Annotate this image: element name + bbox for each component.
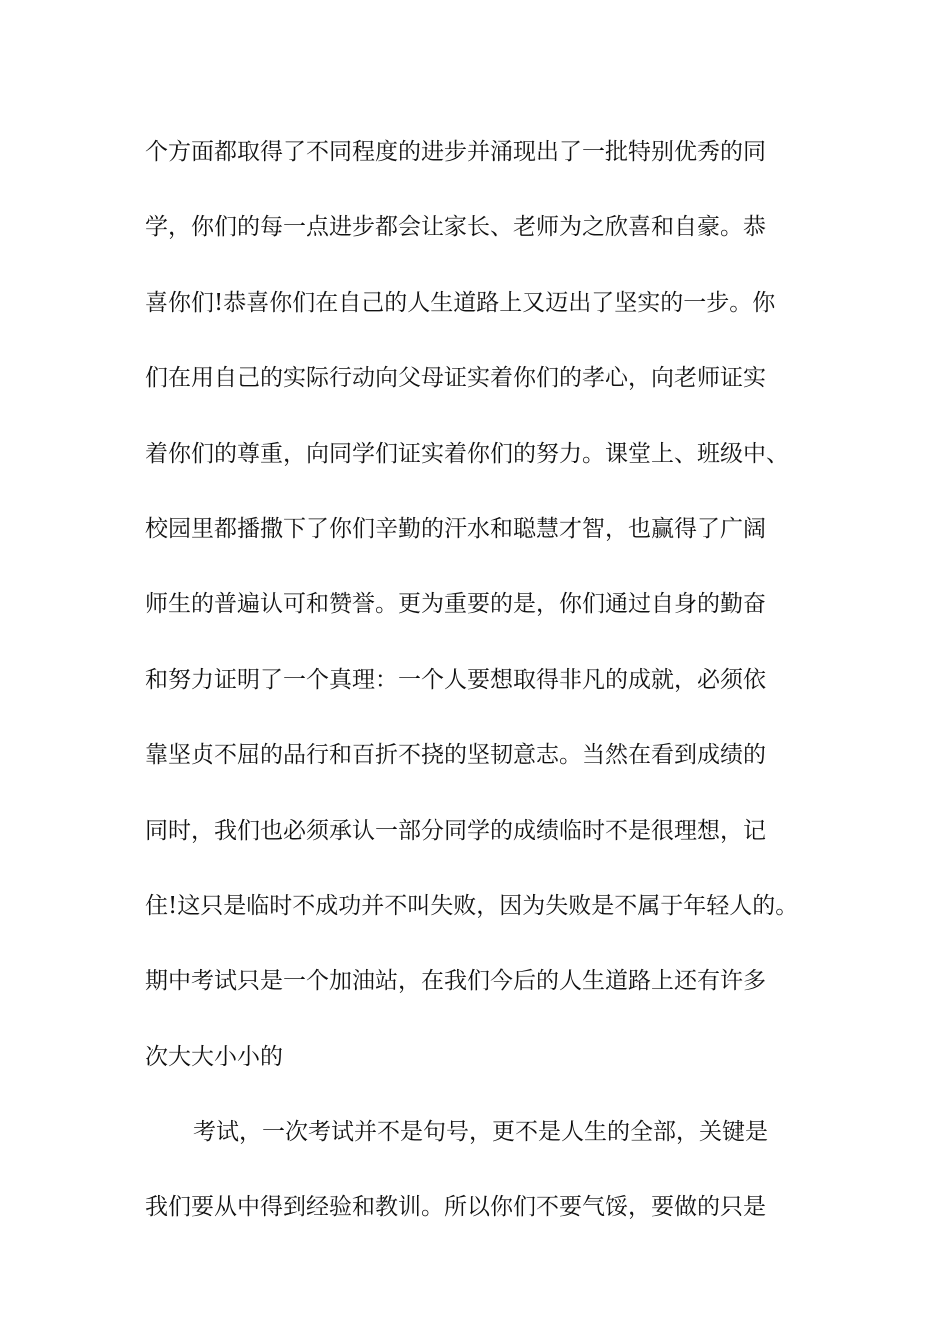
text-line: 期中考试只是一个加油站，在我们今后的人生道路上还有许多	[145, 968, 766, 995]
text-line: 喜你们!恭喜你们在自己的人生道路上又迈出了坚实的一步。你	[145, 289, 776, 316]
text-line: 学，你们的每一点进步都会让家长、老师为之欣喜和自豪。恭	[145, 214, 766, 241]
text-line: 次大大小小的	[145, 1043, 283, 1070]
text-line: 住!这只是临时不成功并不叫失败，因为失败是不属于年轻人的。	[145, 892, 799, 919]
text-line: 们在用自己的实际行动向父母证实着你们的孝心，向老师证实	[145, 365, 766, 392]
text-line: 和努力证明了一个真理：一个人要想取得非凡的成就，必须依	[145, 666, 766, 693]
body-text	[145, 128, 825, 1259]
text-line: 着你们的尊重，向同学们证实着你们的努力。课堂上、班级中、	[145, 440, 789, 467]
text-line: 师生的普遍认可和赞誉。更为重要的是，你们通过自身的勤奋	[145, 591, 766, 618]
text-line: 靠坚贞不屈的品行和百折不挠的坚韧意志。当然在看到成绩的	[145, 742, 766, 769]
paragraph-start-line: 考试，一次考试并不是句号，更不是人生的全部，关键是	[193, 1119, 768, 1146]
text-line: 个方面都取得了不同程度的进步并涌现出了一批特别优秀的同	[145, 139, 766, 165]
text-line: 校园里都播撒下了你们辛勤的汗水和聪慧才智，也赢得了广阔	[145, 515, 766, 542]
text-line: 我们要从中得到经验和教训。所以你们不要气馁，要做的只是	[145, 1194, 766, 1221]
text-line: 同时，我们也必须承认一部分同学的成绩临时不是很理想，记	[145, 817, 766, 844]
